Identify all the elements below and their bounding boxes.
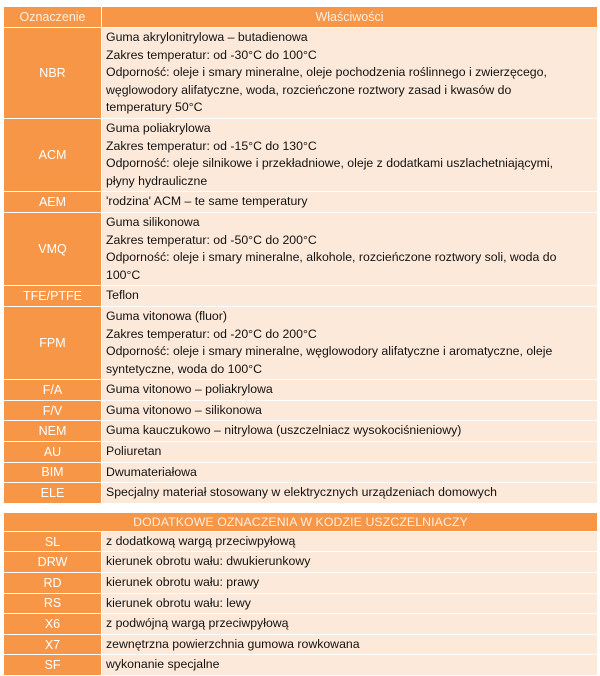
description-line: Guma silikonowa <box>106 214 200 229</box>
table-row <box>4 552 598 573</box>
extra-description <box>102 614 598 635</box>
material-description <box>102 421 598 442</box>
extra-code: RS <box>4 593 102 614</box>
material-description <box>102 483 598 504</box>
description-line: Guma vitonowo – silikonowa <box>106 402 262 417</box>
description-line: zewnętrzna powierzchnia gumowa rowkowana <box>106 636 360 651</box>
description-line: wykonanie specjalne <box>106 657 220 672</box>
material-description <box>102 442 598 463</box>
table-row <box>4 192 598 213</box>
seal-codes-table-wrap <box>3 6 597 676</box>
table-row <box>4 634 598 655</box>
extra-code: RD <box>4 573 102 594</box>
table-row <box>4 118 598 191</box>
extra-description <box>102 655 598 676</box>
material-code: FPM <box>4 306 102 379</box>
material-description <box>102 400 598 421</box>
section-gap <box>4 503 598 512</box>
table-row <box>4 212 598 285</box>
table-row <box>4 593 598 614</box>
description-line: kierunek obrotu wału: prawy <box>106 575 260 590</box>
description-line: 'rodzina' ACM – te same temperatury <box>106 194 308 209</box>
material-description <box>102 380 598 401</box>
material-code: ACM <box>4 118 102 191</box>
section-subheader <box>4 512 598 531</box>
description-line: Guma poliakrylowa <box>106 120 211 135</box>
description-line: Guma vitonowa (fluor) <box>106 308 227 323</box>
seal-codes-table <box>3 6 598 676</box>
description-line: Specjalny materiał stosowany w elektrycznych urządzeniach domowych <box>106 485 497 500</box>
extra-description <box>102 634 598 655</box>
description-line: Zakres temperatur: od -30°C do 100°C <box>106 47 317 62</box>
description-line: 100°C <box>106 267 141 282</box>
material-description <box>102 28 598 119</box>
description-line: Guma akrylonitrylowa – butadienowa <box>106 30 308 44</box>
table-row <box>4 442 598 463</box>
table-row <box>4 421 598 442</box>
extra-code: X6 <box>4 614 102 635</box>
description-line: Odporność: oleje i smary mineralne, węglowodory alifatyczne i aromatyczne, oleje <box>106 344 553 359</box>
description-line: kierunek obrotu wału: dwukierunkowy <box>106 554 311 569</box>
description-line: Odporność: oleje i smary mineralne, oleje pochodzenia roślinnego i zwierzęcego, <box>106 65 547 80</box>
table-row <box>4 380 598 401</box>
extra-code: DRW <box>4 552 102 573</box>
material-code: F/A <box>4 380 102 401</box>
subheader-title: DODATKOWE OZNACZENIA W KODZIE USZCZELNIACZY <box>4 512 598 531</box>
table-row <box>4 573 598 594</box>
table-row <box>4 28 598 119</box>
material-code: NBR <box>4 28 102 119</box>
description-line: temperatury 50°C <box>106 100 203 115</box>
material-description <box>102 462 598 483</box>
description-line: Zakres temperatur: od -20°C do 200°C <box>106 326 317 341</box>
extra-description <box>102 531 598 552</box>
description-line: z dodatkową wargą przeciwpyłową <box>106 533 296 548</box>
table-row <box>4 462 598 483</box>
description-line: Dwumateriałowa <box>106 464 197 479</box>
table-row <box>4 306 598 379</box>
material-code: TFE/PTFE <box>4 286 102 307</box>
material-description <box>102 118 598 191</box>
extra-code: X7 <box>4 634 102 655</box>
extra-description <box>102 552 598 573</box>
header-properties: Właściwości <box>102 7 598 28</box>
material-description <box>102 286 598 307</box>
table-row <box>4 286 598 307</box>
material-code: ELE <box>4 483 102 504</box>
description-line: z podwójną wargą przeciwpyłową <box>106 616 289 631</box>
description-line: płyny hydrauliczne <box>106 173 208 188</box>
gap-cell <box>4 503 598 512</box>
extra-description <box>102 573 598 594</box>
material-code: AU <box>4 442 102 463</box>
material-description <box>102 306 598 379</box>
description-line: Zakres temperatur: od -50°C do 200°C <box>106 232 317 247</box>
table-row <box>4 531 598 552</box>
extra-description <box>102 593 598 614</box>
table-row <box>4 655 598 676</box>
material-code: BIM <box>4 462 102 483</box>
material-code: F/V <box>4 400 102 421</box>
description-line: Odporność: oleje i smary mineralne, alkohole, rozcieńczone roztwory soli, woda do <box>106 250 557 265</box>
table-row <box>4 400 598 421</box>
description-line: Odporność: oleje silnikowe i przekładniowe, oleje z dodatkami uszlachetniającymi, <box>106 156 554 171</box>
material-code: VMQ <box>4 212 102 285</box>
material-description <box>102 212 598 285</box>
description-line: Zakres temperatur: od -15°C do 130°C <box>106 138 317 153</box>
description-line: Guma kauczukowo – nitrylowa (uszczelniacz wysokociśnieniowy) <box>106 423 462 438</box>
material-description <box>102 192 598 213</box>
header-code: Oznaczenie <box>4 7 102 28</box>
extra-code: SF <box>4 655 102 676</box>
description-line: Teflon <box>106 288 139 303</box>
description-line: Poliuretan <box>106 444 162 459</box>
description-line: kierunek obrotu wału: lewy <box>106 595 251 610</box>
table-row <box>4 483 598 504</box>
material-code: AEM <box>4 192 102 213</box>
materials-body <box>4 28 598 676</box>
table-header <box>4 7 598 28</box>
material-code: NEM <box>4 421 102 442</box>
extra-code: SL <box>4 531 102 552</box>
table-row <box>4 614 598 635</box>
description-line: Guma vitonowo – poliakrylowa <box>106 382 273 397</box>
description-line: węglowodory alifatyczne, woda, rozcieńczone roztwory zasad i kwasów do <box>106 82 512 97</box>
description-line: syntetyczne, woda do 100°C <box>106 361 262 376</box>
